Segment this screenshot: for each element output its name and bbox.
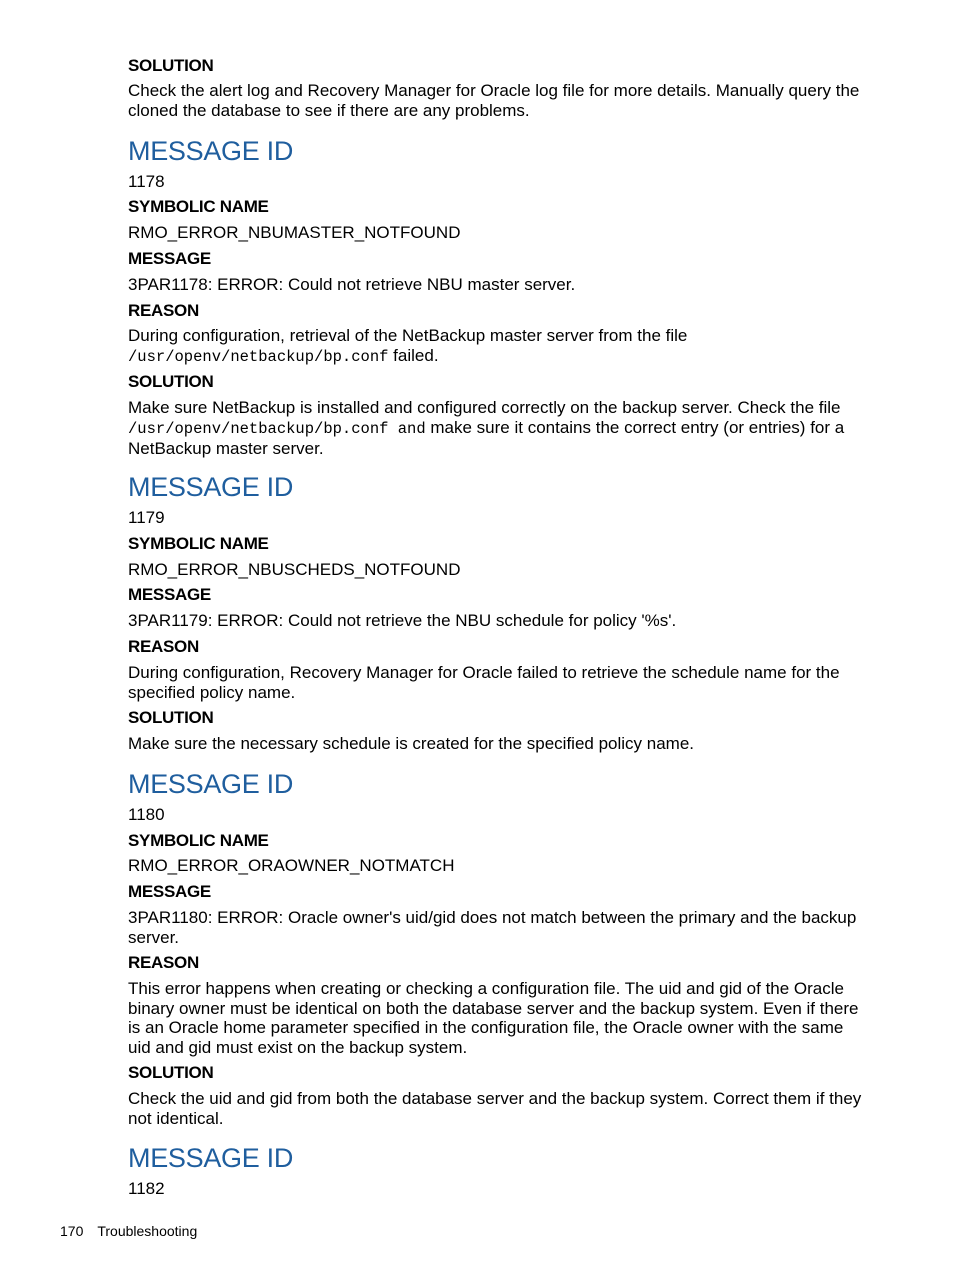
reason-label: REASON xyxy=(128,301,199,320)
reason-text: This error happens when creating or checking a configuration file. The uid and gid of the Oracle binary owner must be identical on both the database server and the backup system. Even if there is an Oracle home parameter specified in the configuration file, the Oracle owner with the same uid and gid must exist on the backup system. xyxy=(128,979,859,1057)
message-text: 3PAR1178: ERROR: Could not retrieve NBU master server. xyxy=(128,275,576,294)
reason-label: REASON xyxy=(128,953,199,972)
solution-text-b: make sure it contains the correct entry (or entries) for a NetBackup master server. xyxy=(128,417,845,458)
solution-label: SOLUTION xyxy=(128,56,214,75)
message-id-heading: MESSAGE ID xyxy=(128,136,294,166)
solution-label: SOLUTION xyxy=(128,708,214,727)
symbolic-name-value: RMO_ERROR_ORAOWNER_NOTMATCH xyxy=(128,856,455,875)
message-label: MESSAGE xyxy=(128,882,211,901)
message-id-heading: MESSAGE ID xyxy=(128,1143,294,1173)
message-id-value: 1179 xyxy=(128,508,165,527)
message-text: 3PAR1180: ERROR: Oracle owner's uid/gid does not match between the primary and the backup server. xyxy=(128,908,857,947)
symbolic-name-label: SYMBOLIC NAME xyxy=(128,197,269,216)
message-id-heading: MESSAGE ID xyxy=(128,769,294,799)
reason-text: During configuration, Recovery Manager for Oracle failed to retrieve the schedule name for the specified policy name. xyxy=(128,663,840,702)
solution-text: Make sure the necessary schedule is created for the specified policy name. xyxy=(128,734,695,753)
message-id-value: 1182 xyxy=(128,1179,165,1198)
solution-text: Check the uid and gid from both the database server and the backup system. Correct them if they not identical. xyxy=(128,1089,862,1128)
symbolic-name-label: SYMBOLIC NAME xyxy=(128,831,269,850)
page-number: 170 xyxy=(60,1223,84,1239)
message-id-value: 1178 xyxy=(128,172,165,191)
solution-label: SOLUTION xyxy=(128,372,214,391)
solution-text: Check the alert log and Recovery Manager for Oracle log file for more details. Manually query the cloned the database to see if there are any problems. xyxy=(128,81,860,120)
file-path-code: /usr/openv/netbackup/bp.conf xyxy=(128,347,389,366)
solution-text-a: Make sure NetBackup is installed and configured correctly on the backup server. Check the file xyxy=(128,398,841,417)
reason-text-b: failed. xyxy=(388,345,439,365)
reason-label: REASON xyxy=(128,637,199,656)
message-label: MESSAGE xyxy=(128,249,211,268)
message-text: 3PAR1179: ERROR: Could not retrieve the NBU schedule for policy '%s'. xyxy=(128,611,677,630)
solution-text xyxy=(128,398,868,459)
symbolic-name-label: SYMBOLIC NAME xyxy=(128,534,269,553)
symbolic-name-value: RMO_ERROR_NBUSCHEDS_NOTFOUND xyxy=(128,560,461,579)
message-label: MESSAGE xyxy=(128,585,211,604)
reason-text-a: During configuration, retrieval of the NetBackup master server from the file xyxy=(128,326,688,345)
page-footer xyxy=(60,1223,211,1239)
message-id-value: 1180 xyxy=(128,805,165,824)
section-title: Troubleshooting xyxy=(97,1223,198,1239)
symbolic-name-value: RMO_ERROR_NBUMASTER_NOTFOUND xyxy=(128,223,461,242)
message-id-heading: MESSAGE ID xyxy=(128,472,294,502)
reason-text xyxy=(128,326,868,367)
solution-label: SOLUTION xyxy=(128,1063,214,1082)
file-path-code: /usr/openv/netbackup/bp.conf and xyxy=(128,419,426,438)
